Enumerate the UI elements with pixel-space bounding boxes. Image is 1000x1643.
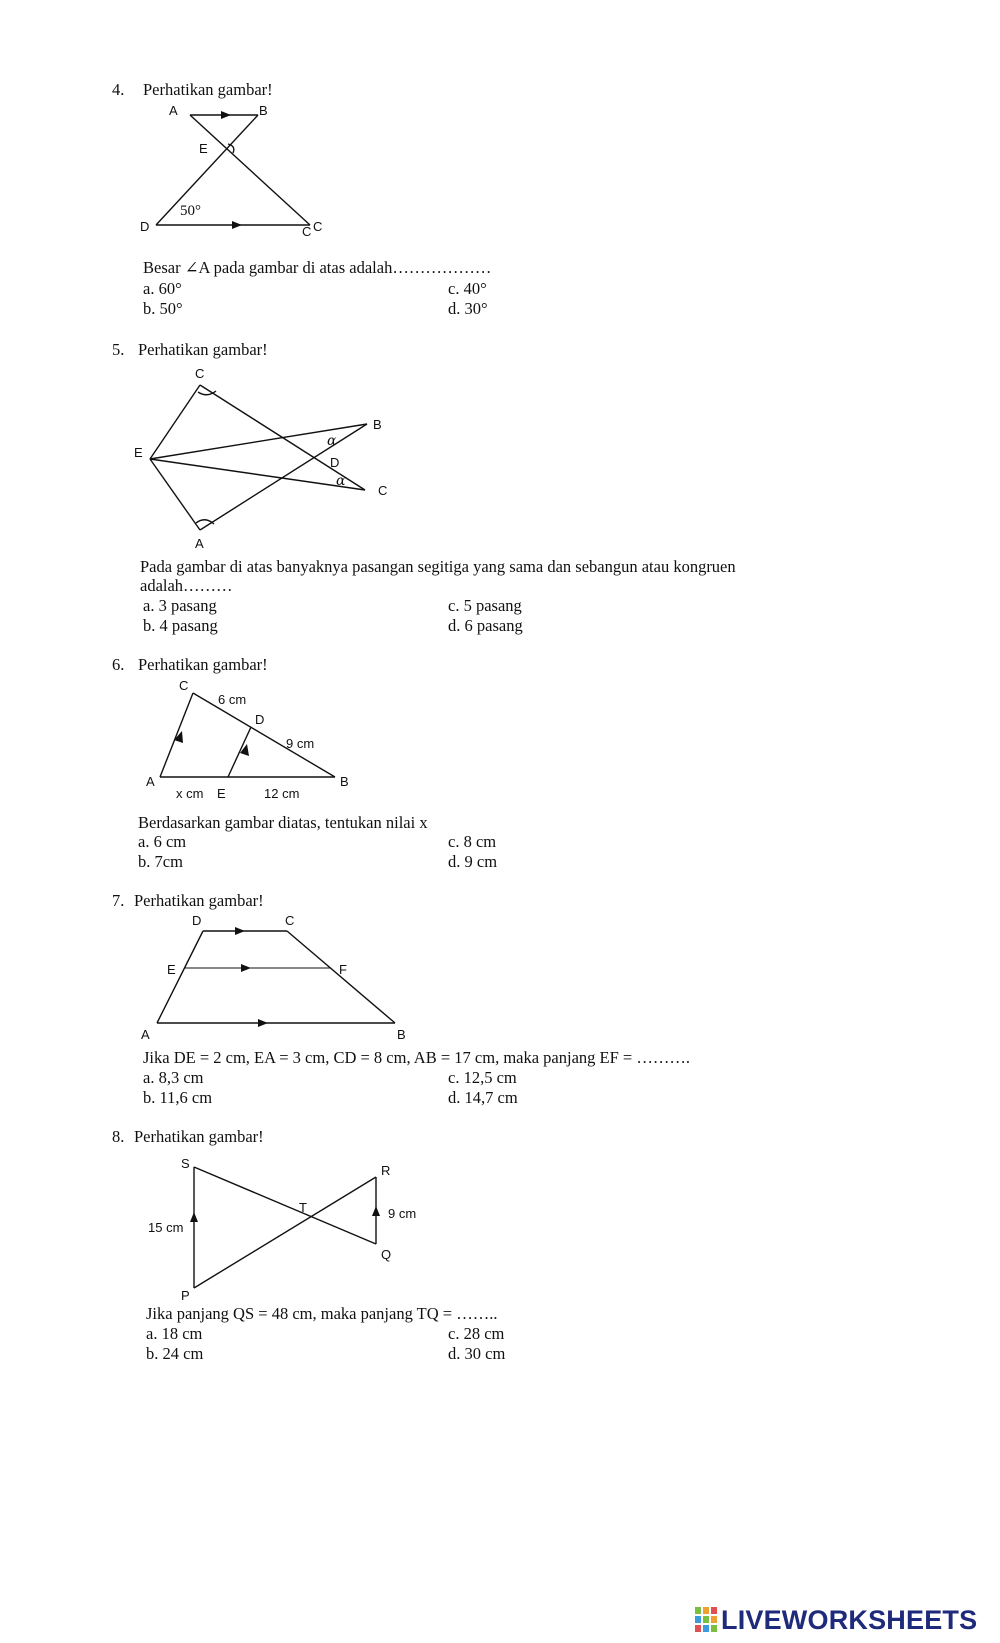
option-a[interactable]: a. 3 pasang [143, 596, 217, 615]
option-c[interactable]: c. 40° [448, 279, 487, 298]
option-a[interactable]: a. 18 cm [146, 1324, 203, 1343]
question-prompt: Perhatikan gambar! [134, 891, 264, 910]
label-P: P [181, 1288, 190, 1303]
label-R: R [381, 1163, 391, 1178]
label-B: B [259, 103, 268, 118]
option-d[interactable]: d. 9 cm [448, 852, 498, 871]
question-text: Jika DE = 2 cm, EA = 3 cm, CD = 8 cm, AB = 17 cm, maka panjang EF = ………. [143, 1048, 690, 1067]
label-B: B [397, 1027, 406, 1042]
label-C-top: C [195, 366, 205, 381]
label-AE-length: x cm [176, 786, 204, 801]
alpha-lower: α [336, 473, 346, 489]
liveworksheets-logo[interactable] [695, 1605, 977, 1635]
option-a[interactable]: a. 6 cm [138, 832, 187, 851]
question-number: 5. [112, 340, 125, 359]
label-B: B [373, 417, 382, 432]
option-d[interactable]: d. 30 cm [448, 1344, 506, 1363]
option-d[interactable]: d. 6 pasang [448, 616, 523, 635]
option-c[interactable]: c. 5 pasang [448, 596, 522, 615]
option-c[interactable]: c. 8 cm [448, 832, 497, 851]
label-C1: C [302, 224, 312, 239]
label-A: A [146, 774, 155, 789]
option-b[interactable]: b. 11,6 cm [143, 1088, 213, 1107]
label-DB-length: 9 cm [286, 736, 315, 751]
label-A: A [141, 1027, 150, 1042]
liveworksheets-grid-icon [695, 1607, 717, 1633]
label-EB-length: 12 cm [264, 786, 300, 801]
label-B: B [340, 774, 349, 789]
label-Q: Q [381, 1247, 392, 1262]
label-D: D [255, 712, 265, 727]
question-prompt: Perhatikan gambar! [143, 80, 273, 99]
question-number: 4. [112, 80, 125, 99]
label-T: T [299, 1200, 307, 1215]
label-CD-length: 6 cm [218, 692, 247, 707]
question-prompt: Perhatikan gambar! [138, 340, 268, 359]
label-C-right: C [378, 483, 388, 498]
label-C: C [285, 913, 295, 928]
question-number: 7. [112, 891, 125, 910]
label-E: E [217, 786, 226, 801]
option-a[interactable]: a. 60° [143, 279, 182, 298]
label-A: A [195, 536, 204, 551]
question-text: Jika panjang QS = 48 cm, maka panjang TQ = …….. [146, 1304, 498, 1323]
question-prompt: Perhatikan gambar! [138, 655, 268, 674]
question-prompt: Perhatikan gambar! [134, 1127, 264, 1146]
question-text: Berdasarkan gambar diatas, tentukan nilai x [138, 813, 428, 832]
question-text-line1: Pada gambar di atas banyaknya pasangan segitiga yang sama dan sebangun atau kongruen [140, 557, 736, 576]
question-text: Besar ∠A pada gambar di atas adalah……………… [143, 258, 492, 277]
label-A: A [169, 103, 178, 118]
option-c[interactable]: c. 28 cm [448, 1324, 505, 1343]
label-RQ-length: 9 cm [388, 1206, 417, 1221]
label-D: D [192, 913, 202, 928]
option-b[interactable]: b. 50° [143, 299, 183, 318]
option-b[interactable]: b. 24 cm [146, 1344, 204, 1363]
question-number: 6. [112, 655, 125, 674]
label-SP-length: 15 cm [148, 1220, 184, 1235]
option-a[interactable]: a. 8,3 cm [143, 1068, 204, 1087]
alpha-upper: α [327, 433, 337, 449]
label-C2: C [313, 219, 323, 234]
brand-name: LIVEWORKSHEETS [721, 1604, 978, 1635]
question-text-line2: adalah……… [140, 576, 233, 595]
label-E: E [167, 962, 176, 977]
label-E: E [134, 445, 143, 460]
angle-label: 50° [180, 203, 201, 219]
option-c[interactable]: c. 12,5 cm [448, 1068, 517, 1087]
option-b[interactable]: b. 7cm [138, 852, 183, 871]
question-number: 8. [112, 1127, 125, 1146]
label-D: D [140, 219, 150, 234]
option-d[interactable]: d. 14,7 cm [448, 1088, 518, 1107]
label-F: F [339, 962, 347, 977]
option-d[interactable]: d. 30° [448, 299, 488, 318]
option-b[interactable]: b. 4 pasang [143, 616, 218, 635]
label-C: C [179, 678, 189, 693]
label-S: S [181, 1156, 190, 1171]
label-D: D [330, 455, 340, 470]
label-E: E [199, 141, 208, 156]
